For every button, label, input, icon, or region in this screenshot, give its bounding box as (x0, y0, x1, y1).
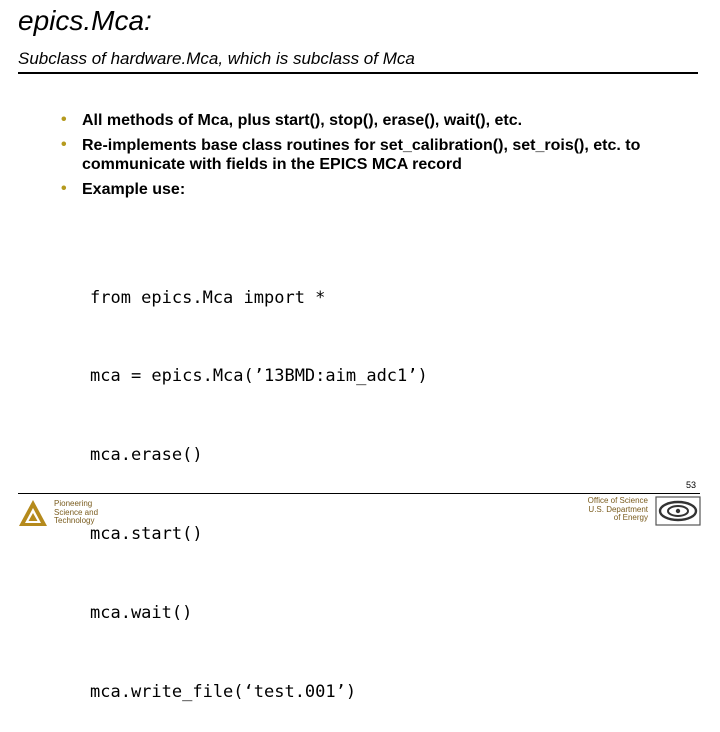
footer-office-line: Office of Science (587, 496, 648, 505)
slide-subtitle: Subclass of hardware.Mca, which is subclass of Mca (18, 49, 415, 68)
argonne-logo-icon (18, 499, 48, 527)
doe-office-of-science-logo-icon (655, 496, 701, 526)
footer-tagline (54, 500, 134, 526)
footer-tagline-line: Pioneering (54, 499, 93, 508)
bullet-item (61, 136, 664, 174)
bullet-dot-icon: • (61, 180, 67, 197)
bullet-item (61, 111, 664, 130)
page-number: 53 (686, 480, 697, 490)
code-line: mca.erase() (90, 445, 203, 466)
bullet-list (61, 111, 664, 205)
code-example (90, 232, 428, 732)
footer-office (588, 497, 648, 523)
bullet-text: All methods of Mca, plus start(), stop(), erase(), wait(), etc. (82, 112, 523, 129)
code-line: mca.write_file(‘test.001’) (90, 682, 357, 703)
bullet-dot-icon: • (61, 111, 67, 128)
footer-tagline-line: Technology (54, 516, 95, 525)
code-line: from epics.Mca import * (90, 287, 326, 308)
code-line: mca = epics.Mca(’13BMD:aim_adc1’) (90, 366, 428, 387)
footer-divider (18, 493, 700, 494)
bullet-dot-icon: • (61, 136, 67, 153)
code-line: mca.start() (90, 524, 203, 545)
footer-tagline-line: Science and (54, 507, 99, 517)
code-line: mca.wait() (90, 603, 193, 624)
bullet-item (61, 180, 664, 199)
footer-office-line: U.S. Department (588, 504, 648, 514)
title-divider (18, 72, 698, 74)
footer-office-line: of Energy (613, 513, 648, 522)
bullet-text: Example use: (82, 181, 186, 198)
slide-title: epics.Mca: (18, 5, 152, 36)
bullet-text: Re-implements base class routines for set_calibration(), set_rois(), etc. to communicate with fields in the EPICS MCA record (82, 137, 641, 173)
